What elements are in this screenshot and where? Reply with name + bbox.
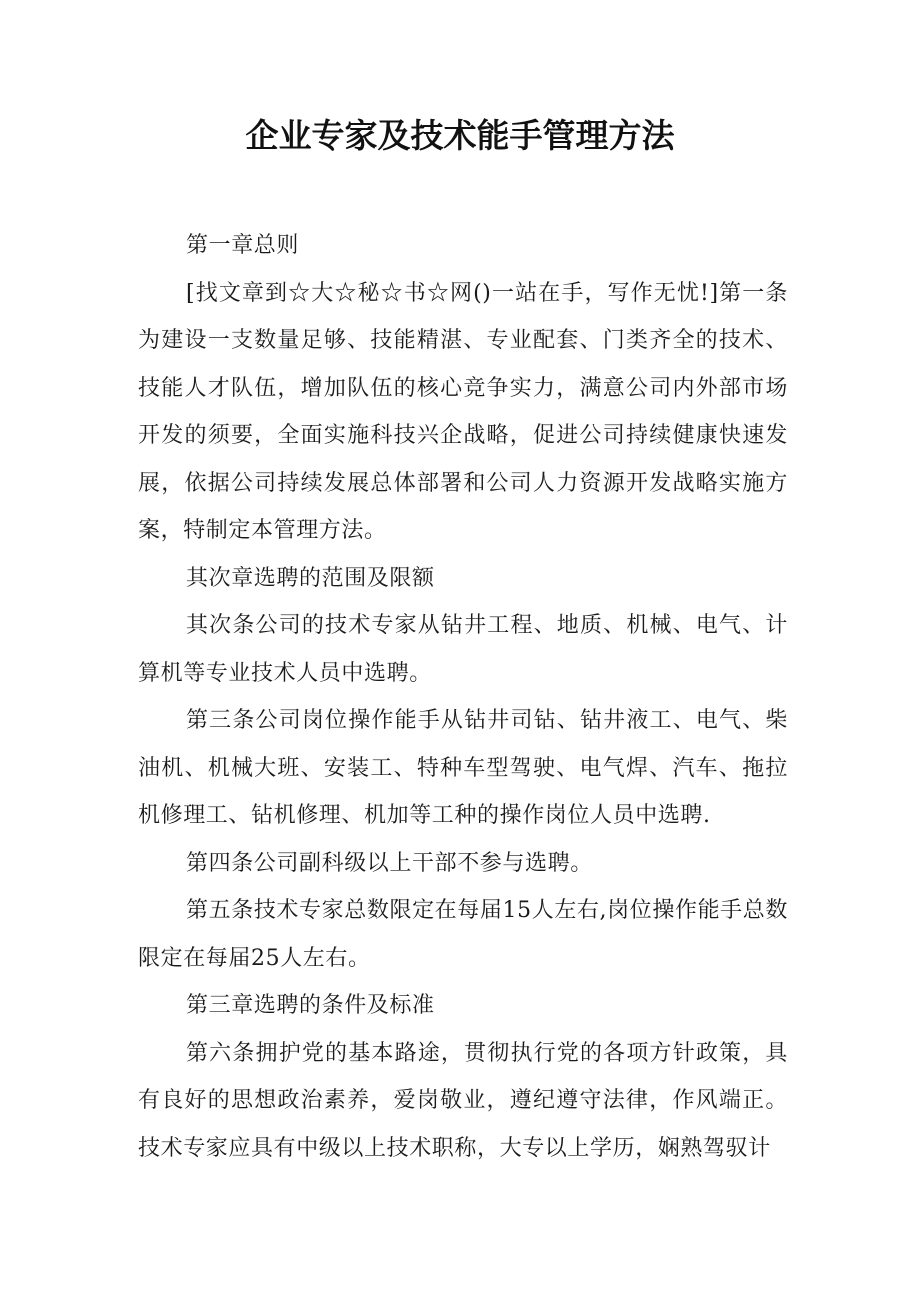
document-title: 企业专家及技术能手管理方法 bbox=[245, 116, 675, 155]
chapter-heading: 第一章总则 bbox=[186, 233, 300, 258]
article-paragraph: 第五条技术专家总数限定在每届15人左右,岗位操作能手总数限定在每届25人左右。 bbox=[138, 898, 788, 971]
document-body bbox=[138, 222, 788, 1172]
article-paragraph: 第六条拥护党的基本路途，贯彻执行党的各项方针政策，具有良好的思想政治素养，爱岗敬业，遵纪遵守法律，作风端正。技术专家应具有中级以上技术职称，大专以上学历，娴熟驾驭计 bbox=[138, 1040, 788, 1161]
chapter-heading: 第三章选聘的条件及标准 bbox=[186, 993, 435, 1018]
article-paragraph: 其次条公司的技术专家从钻井工程、地质、机械、电气、计算机等专业技术人员中选聘。 bbox=[138, 613, 788, 686]
chapter-heading: 其次章选聘的范围及限额 bbox=[186, 565, 435, 591]
article-paragraph: 第三条公司岗位操作能手从钻井司钻、钻井液工、电气、柴油机、机械大班、安装工、特种车型驾驶、电气焊、汽车、拖拉机修理工、钻机修理、机加等工种的操作岗位人员中选聘. bbox=[138, 708, 788, 828]
article-paragraph: 第四条公司副科级以上干部不参与选聘。 bbox=[186, 850, 593, 876]
article-paragraph: [找文章到☆大☆秘☆书☆网()一站在手，写作无忧!]第一条为建设一支数量足够、技能精湛、专业配套、门类齐全的技术、技能人才队伍，增加队伍的核心竞争实力，满意公司内外部市场开发的须要，全面实施科技兴企战略，促进公司持续健康快速发展，依据公司持续发展总体部署和公司人力资源开发战略实施方案，特制定本管理方法。 bbox=[138, 280, 788, 543]
